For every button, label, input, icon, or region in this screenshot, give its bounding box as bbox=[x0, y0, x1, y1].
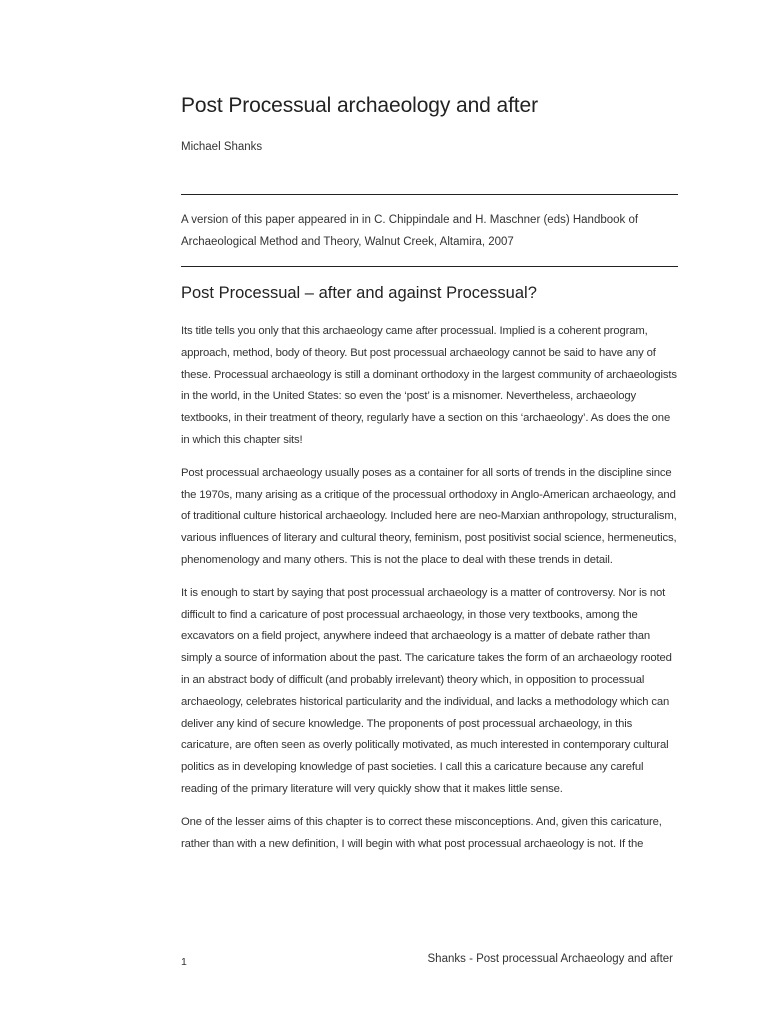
version-note: A version of this paper appeared in in C. Chippindale and H. Maschner (eds) Handbook of Archaeological Method and Theory, Walnut Creek, Altamira, 2007 bbox=[181, 214, 639, 248]
page-number: 1 bbox=[181, 956, 187, 968]
author-name: Michael Shanks bbox=[181, 141, 263, 153]
paragraph: It is enough to start by saying that post processual archaeology is a matter of controversy. Nor is not difficult to find a caricature of post processual archaeology, in those very textbooks, among the excavators on a field project, anywhere indeed that archaeology is a matter of debate rather than simply a source of information about the past. The caricature takes the form of an archaeology rooted in an abstract body of difficult (and probably irrelevant) theory which, in opposition to processual archaeology, celebrates historical particularity and the individual, and lacks a methodology which can deliver any kind of secure knowledge. The proponents of post processual archaeology, in this caricature, are often seen as overly politically motivated, as much interested in contemporary cultural politics as in developing knowledge of past societies. I call this a caricature because any careful reading of the primary literature will very quickly show that it makes little sense. bbox=[181, 586, 672, 795]
paragraph: Post processual archaeology usually poses as a container for all sorts of trends in the discipline since the 1970s, many arising as a critique of the processual orthodoxy in Anglo-American archaeology, and of traditional culture historical archaeology. Included here are neo-Marxian anthropology, structuralism, various influences of literary and cultural theory, feminism, post positivist social science, hermeneutics, phenomenology and many others. This is not the place to deal with these trends in detail. bbox=[181, 466, 677, 566]
top-divider bbox=[181, 194, 678, 195]
section-heading: Post Processual – after and against Processual? bbox=[181, 284, 537, 302]
bottom-divider bbox=[181, 266, 678, 267]
paragraph: One of the lesser aims of this chapter is to correct these misconceptions. And, given this caricature, rather than with a new definition, I will begin with what post processual archaeology is not. If the bbox=[181, 815, 662, 850]
running-footer-title: Shanks - Post processual Archaeology and after bbox=[427, 953, 673, 965]
document-title: Post Processual archaeology and after bbox=[181, 94, 539, 117]
body-text bbox=[181, 321, 678, 866]
paragraph: Its title tells you only that this archaeology came after processual. Implied is a coherent program, approach, method, body of theory. But post processual archaeology cannot be said to have any of these. Processual archaeology is still a dominant orthodoxy in the largest community of archaeologists in the world, in the United States: so even the ‘post’ is a misnomer. Nevertheless, archaeology textbooks, in their treatment of theory, regularly have a section on this ‘archaeology’. As does the one in which this chapter sits! bbox=[181, 325, 677, 446]
